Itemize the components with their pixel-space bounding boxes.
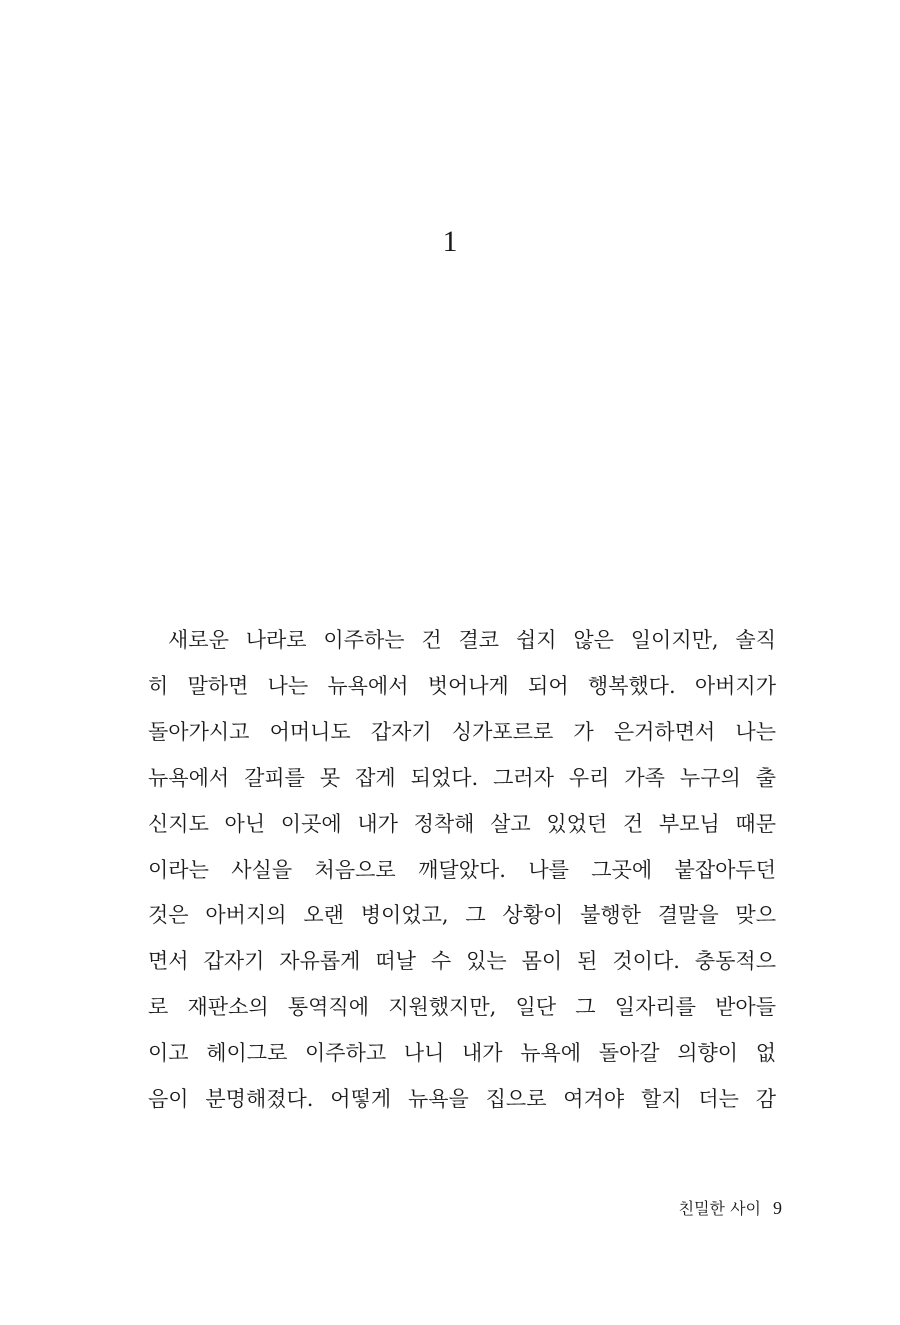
text-line: 이고 헤이그로 이주하고 나니 내가 뉴욕에 돌아갈 의향이 없 xyxy=(148,1041,776,1066)
text-line: 신지도 아닌 이곳에 내가 정착해 살고 있었던 건 부모님 때문 xyxy=(148,811,776,836)
text-line: 음이 분명해졌다. 어떻게 뉴욕을 집으로 여겨야 할지 더는 감 xyxy=(148,1087,776,1112)
text-line: 뉴욕에서 갈피를 못 잡게 되었다. 그러자 우리 가족 누구의 출 xyxy=(148,765,776,790)
text-line: 면서 갑자기 자유롭게 떠날 수 있는 몸이 된 것이다. 충동적으 xyxy=(148,949,776,974)
book-title: 친밀한 사이 xyxy=(678,1199,761,1218)
page-number: 9 xyxy=(773,1198,782,1218)
text-line: 것은 아버지의 오랜 병이었고, 그 상황이 불행한 결말을 맞으 xyxy=(148,903,776,928)
text-line: 히 말하면 나는 뉴욕에서 벗어나게 되어 행복했다. 아버지가 xyxy=(148,673,776,698)
running-footer xyxy=(679,1196,782,1221)
text-line: 이라는 사실을 처음으로 깨달았다. 나를 그곳에 붙잡아두던 xyxy=(148,857,776,882)
text-line: 로 재판소의 통역직에 지원했지만, 일단 그 일자리를 받아들 xyxy=(148,995,776,1020)
text-line: 새로운 나라로 이주하는 건 결코 쉽지 않은 일이지만, 솔직 xyxy=(168,628,776,652)
chapter-number: 1 xyxy=(442,225,458,258)
text-line: 돌아가시고 어머니도 갑자기 싱가포르로 가 은거하면서 나는 xyxy=(148,719,776,744)
body-text xyxy=(148,618,776,1123)
